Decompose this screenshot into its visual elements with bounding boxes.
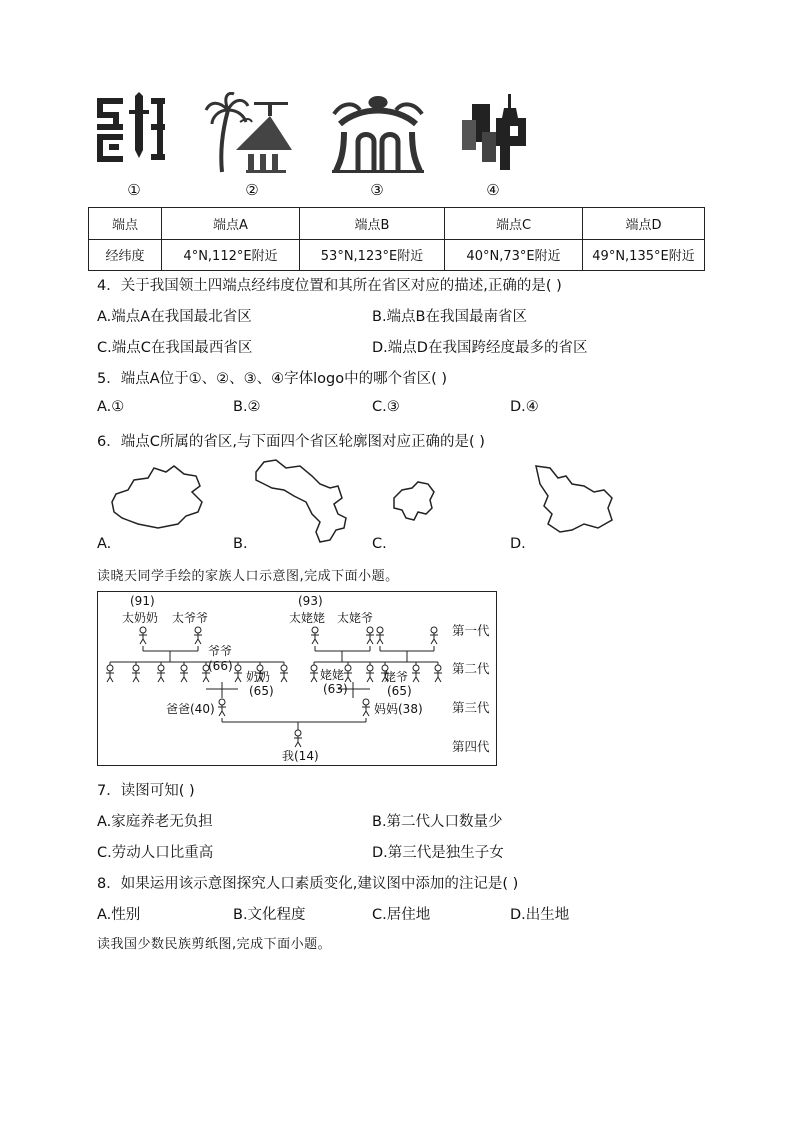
table-header-cell: 端点C [445,208,583,240]
maternal-grandmother-label: 姥姥 [320,668,345,682]
family-population-diagram [97,591,497,766]
maternal-grandfather-label: 姥爷 [384,670,409,684]
mother-label: 妈妈(38) [374,702,423,716]
generation-1-label: 第一代 [452,623,490,638]
question-6-option-d[interactable]: D. [510,536,526,552]
table-cell: 49°N,135°E附近 [583,239,705,271]
logo-2-number: ② [245,181,259,199]
person-figure [132,665,140,682]
person-figure [434,665,442,682]
person-figure [234,665,242,682]
question-6-option-c[interactable]: C. [372,536,387,552]
table-cell: 53°N,123°E附近 [300,239,445,271]
person-figure [366,665,374,682]
person-figure [310,665,318,682]
table-header-cell: 端点A [162,208,300,240]
table-header-cell: 端点B [300,208,445,240]
logo-2-image [204,92,294,174]
logo-4-image [460,92,530,176]
grandmother-age: (65) [249,684,274,698]
question-4-option-b[interactable]: B.端点B在我国最南省区 [372,309,528,325]
logo-1-number: ① [127,181,141,199]
table-cell: 经纬度 [89,239,162,271]
logo-3-number: ③ [370,181,384,199]
person-figure [194,627,202,644]
person-figure [412,665,420,682]
great-grandmother-label: 太奶奶 [122,611,159,625]
table-row [89,239,705,271]
question-8-stem: 8．如果运用该示意图探究人口素质变化,建议图中添加的注记是( ) [97,876,519,892]
family-chart-instruction: 读晓天同学手绘的家族人口示意图,完成下面小题。 [97,569,399,584]
province-outline-d-image [532,462,618,534]
question-5-option-b[interactable]: B.② [233,399,261,415]
table-header-row [89,208,705,240]
question-6-option-a[interactable]: A. [97,536,112,552]
person-figure [218,699,226,716]
person-figure [139,627,147,644]
great-grandmother-age: (91) [130,594,155,608]
maternal-grandmother-age: (63) [323,682,348,696]
great-grandfather-label: 太爷爷 [172,611,209,625]
province-outline-c-image [388,478,440,524]
maternal-great-grandmother-age: (93) [298,594,323,608]
grandmother-label: 奶奶 [246,670,271,684]
question-7-option-a[interactable]: A.家庭养老无负担 [97,814,213,830]
table-header-cell: 端点D [583,208,705,240]
person-figure [376,627,384,644]
person-figure [430,627,438,644]
question-5-option-d[interactable]: D.④ [510,399,539,415]
generation-2-label: 第二代 [452,661,490,676]
question-4-option-d[interactable]: D.端点D在我国跨经度最多的省区 [372,340,588,356]
logo-1-image [95,92,171,170]
question-4-option-c[interactable]: C.端点C在我国最西省区 [97,340,253,356]
question-7-option-c[interactable]: C.劳动人口比重高 [97,845,214,861]
question-8-option-b[interactable]: B.文化程度 [233,907,306,923]
person-figure [106,665,114,682]
logo-3-image [330,92,426,174]
person-figure [362,699,370,716]
logo-4-number: ④ [486,181,500,199]
person-figure [366,627,374,644]
person-figure [311,627,319,644]
me-label: 我(14) [282,749,319,763]
table-cell: 40°N,73°E附近 [445,239,583,271]
question-6-stem: 6．端点C所属的省区,与下面四个省区轮廓图对应正确的是( ) [97,434,485,450]
question-5-option-a[interactable]: A.① [97,399,125,415]
person-figure [180,665,188,682]
question-6-option-b[interactable]: B. [233,536,248,552]
person-figure [157,665,165,682]
table-header-cell: 端点 [89,208,162,240]
generation-3-label: 第三代 [452,700,490,715]
province-outline-a-image [108,462,208,532]
maternal-grandfather-age: (65) [387,684,412,698]
person-figure [344,665,352,682]
table-cell: 4°N,112°E附近 [162,239,300,271]
generation-4-label: 第四代 [452,739,490,754]
question-5-option-c[interactable]: C.③ [372,399,400,415]
province-outline-b-image [250,456,360,546]
endpoint-coordinates-table [88,207,705,271]
person-figure [280,665,288,682]
question-5-stem: 5．端点A位于①、②、③、④字体logo中的哪个省区( ) [97,371,448,387]
papercut-instruction: 读我国少数民族剪纸图,完成下面小题。 [97,937,332,952]
question-8-option-d[interactable]: D.出生地 [510,907,570,923]
question-8-option-c[interactable]: C.居住地 [372,907,431,923]
question-7-option-b[interactable]: B.第二代人口数量少 [372,814,503,830]
grandfather-label: 爷爷 [208,644,233,658]
father-label: 爸爸(40) [166,702,215,716]
question-4-option-a[interactable]: A.端点A在我国最北省区 [97,309,252,325]
question-7-stem: 7．读图可知( ) [97,783,195,799]
person-figure [294,730,302,747]
question-8-option-a[interactable]: A.性别 [97,907,141,923]
maternal-great-grandmother-label: 太姥姥 [289,611,326,625]
grandfather-age: (66) [208,659,233,673]
maternal-great-grandfather-label: 太姥爷 [337,611,374,625]
question-4-stem: 4．关于我国领土四端点经纬度位置和其所在省区对应的描述,正确的是( ) [97,278,562,294]
question-7-option-d[interactable]: D.第三代是独生子女 [372,845,504,861]
